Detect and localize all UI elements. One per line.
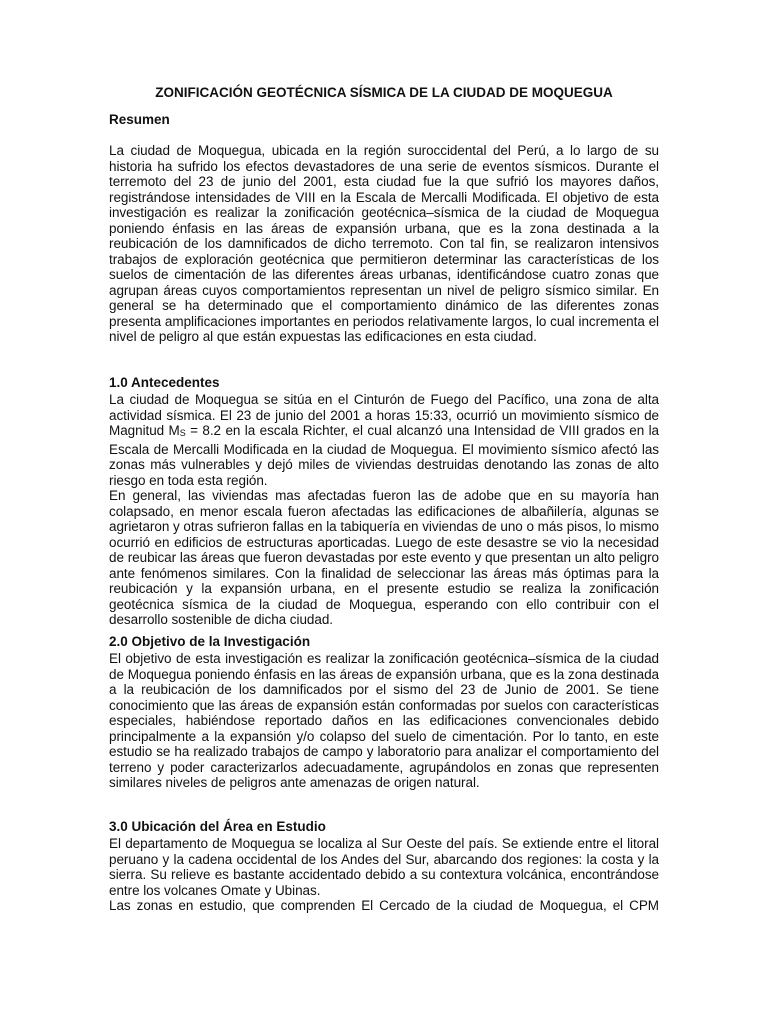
antecedentes-heading: 1.0 Antecedentes [109,375,220,390]
antecedentes-paragraph-1 [109,392,659,488]
ubicacion-paragraph-2: Las zonas en estudio, que comprenden El Cercado de la ciudad de Moquegua, el CPM [109,898,659,913]
antecedentes-paragraph-2: En general, las viviendas mas afectadas fueron las de adobe que en su mayoría han colapsado, en menor escala fueron afectadas las edificaciones de albañilería, algunas se agrietaron y otras sufrieron fallas en la tabiquería en viviendas de uno o más pisos, lo mismo ocurrió en edificios de estructuras aporticadas. Luego de este desastre se vio la necesidad de reubicar las áreas que fueron devastadas por este evento y que presentan un alto peligro ante fenómenos similares. Con la finalidad de seleccionar las áreas más óptimas para la reubicación y la expansión urbana, en el presente estudio se realiza la zonificación geotécnica sísmica de la ciudad de Moquegua, esperando con ello contribuir con el desarrollo sostenible de dicha ciudad. [109,488,659,627]
document-title: ZONIFICACIÓN GEOTÉCNICA SÍSMICA DE LA CIUDAD DE MOQUEGUA [155,85,613,100]
ubicacion-heading: 3.0 Ubicación del Área en Estudio [109,819,326,834]
objetivo-heading: 2.0 Objetivo de la Investigación [109,634,311,649]
abstract-heading: Resumen [109,112,170,127]
objetivo-section [109,633,659,791]
ubicacion-paragraph-1: El departamento de Moquegua se localiza al Sur Oeste del país. Se extiende entre el litoral peruano y la cadena occidental de los Andes del Sur, abarcando dos regiones: la costa y la sierra. Su relieve es bastante accidentado debido a su contextura volcánica, encontrándose entre los volcanes Omate y Ubinas. [109,836,659,898]
antecedentes-p1-end: = 8.2 en la escala Richter, el cual alcanzó una Intensidad de VIII grados en la Escala de Mercalli Modificada en la ciudad de Moquegua. El movimiento sísmico afectó las zonas más vulnerables y dejó miles de viviendas destruidas denotando las zonas de alto riesgo en toda esta región. [109,423,659,488]
ubicacion-section [109,818,659,914]
antecedentes-section [109,374,659,628]
antecedentes-p1-start: La ciudad de Moquegua se sitúa en el Cinturón de Fuego del Pacífico, una zona de alta actividad sísmica. El 23 de junio del 2001 a horas 15:33, ocurrió un movimiento sísmico de Magnitud M [109,392,659,438]
magnitude-subscript: S [179,428,186,438]
abstract-section [109,111,659,345]
objetivo-paragraph: El objetivo de esta investigación es realizar la zonificación geotécnica–sísmica de la ciudad de Moquegua poniendo énfasis en las áreas de expansión urbana, que es la zona destinada a la reubicación de los damnificados por el sismo del 23 de Junio de 2001. Se tiene conocimiento que las áreas de expansión están conformadas por suelos con características especiales, habiéndose reportado daños en las edificaciones convencionales debido principalmente a la expansión y/o colapso del suelo de cimentación. Por lo tanto, en este estudio se ha realizado trabajos de campo y laboratorio para analizar el comportamiento del terreno y poder caracterizarlos adecuadamente, agrupándolos en zonas que representen similares niveles de peligros ante amenazas de origen natural. [109,651,659,790]
abstract-text: La ciudad de Moquegua, ubicada en la región suroccidental del Perú, a lo largo de su historia ha sufrido los efectos devastadores de una serie de eventos sísmicos. Durante el terremoto del 23 de junio del 2001, esta ciudad fue la que sufrió los mayores daños, registrándose intensidades de VIII en la Escala de Mercalli Modificada. El objetivo de esta investigación es realizar la zonificación geotécnica–sísmica de la ciudad de Moquegua poniendo énfasis en las áreas de expansión urbana, que es la zona destinada a la reubicación de los damnificados de dicho terremoto. Con tal fin, se realizaron intensivos trabajos de exploración geotécnica que permitieron determinar las características de los suelos de cimentación de las diferentes áreas urbanas, identificándose cuatro zonas que agrupan áreas cuyos comportamientos representan un nivel de peligro sísmico similar. En general se ha determinado que el comportamiento dinámico de las diferentes zonas presenta amplificaciones importantes en periodos relativamente largos, lo cual incrementa el nivel de peligro al que están expuestas las edificaciones en esta ciudad. [109,143,659,344]
